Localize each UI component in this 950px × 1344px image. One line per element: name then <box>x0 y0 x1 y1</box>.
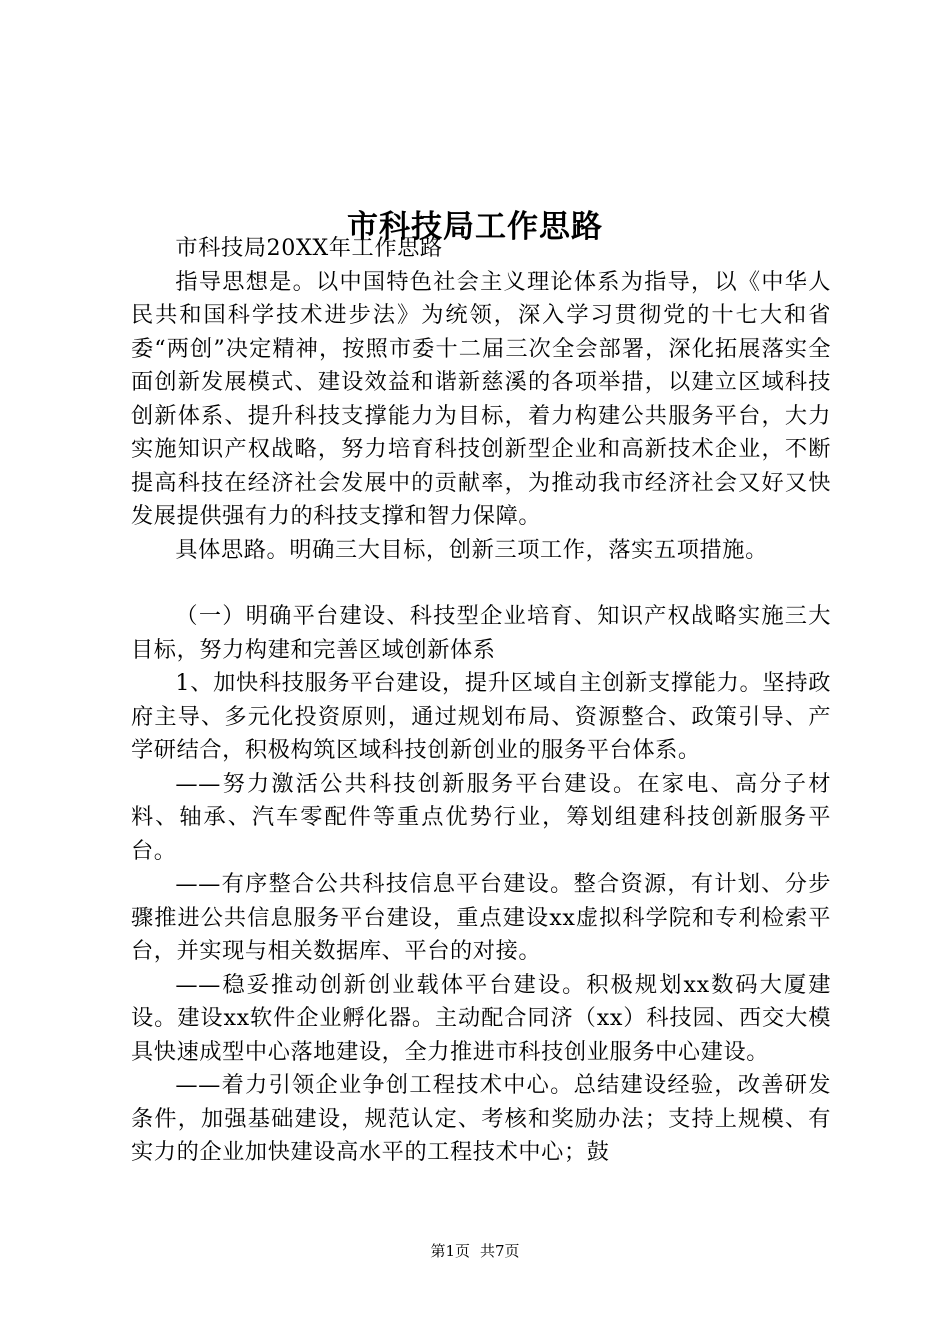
document-body <box>131 232 831 1170</box>
page-count: 共7页 <box>480 1242 520 1260</box>
platform-carrier-paragraph: ——稳妥推动创新创业载体平台建设。积极规划xx数码大厦建设。建设xx软件企业孵化器。主动配合同济（xx）科技园、西交大模具快速成型中心落地建设，全力推进市科技创业服务中心建设。 <box>131 971 831 1065</box>
subtitle-paragraph: 市科技局20XX年工作思路 <box>175 235 443 261</box>
platform-innovation-paragraph: ——努力激活公共科技创新服务平台建设。在家电、高分子材料、轴承、汽车零配件等重点优势行业，筹划组建科技创新服务平台。 <box>131 770 831 864</box>
specific-ideas-paragraph: 具体思路。明确三大目标，创新三项工作，落实五项措施。 <box>175 536 768 563</box>
document-title: 市科技局工作思路 <box>347 208 603 245</box>
section-one-heading: （一）明确平台建设、科技型企业培育、知识产权战略实施三大目标，努力构建和完善区域创新体系 <box>131 603 831 663</box>
page-footer <box>0 1241 950 1261</box>
platform-information-paragraph: ——有序整合公共科技信息平台建设。整合资源，有计划、分步骤推进公共信息服务平台建设，重点建设xx虚拟科学院和专利检索平台，并实现与相关数据库、平台的对接。 <box>131 871 831 964</box>
page-number: 第1页 <box>430 1242 470 1260</box>
item-one-paragraph: 1、加快科技服务平台建设，提升区域自主创新支撑能力。坚持政府主导、多元化投资原则，通过规划布局、资源整合、政策引导、产学研结合，积极构筑区域科技创新创业的服务平台体系。 <box>131 670 831 763</box>
guiding-ideology-paragraph: 指导思想是。以中国特色社会主义理论体系为指导，以《中华人民共和国科学技术进步法》为统领，深入学习贯彻党的十七大和省委“两创”决定精神，按照市委十二届三次全会部署，深化拓展落实全面创新发展模式、建设效益和谐新慈溪的各项举措，以建立区域科技创新体系、提升科技支撑能力为目标，着力构建公共服务平台，大力实施知识产权战略，努力培育科技创新型企业和高新技术企业，不断提高科技在经济社会发展中的贡献率，为推动我市经济社会又好又快发展提供强有力的科技支撑和智力保障。 <box>131 268 831 529</box>
engineering-center-paragraph: ——着力引领企业争创工程技术中心。总结建设经验，改善研发条件，加强基础建设，规范认定、考核和奖励办法；支持上规模、有实力的企业加快建设高水平的工程技术中心；鼓 <box>131 1072 831 1165</box>
